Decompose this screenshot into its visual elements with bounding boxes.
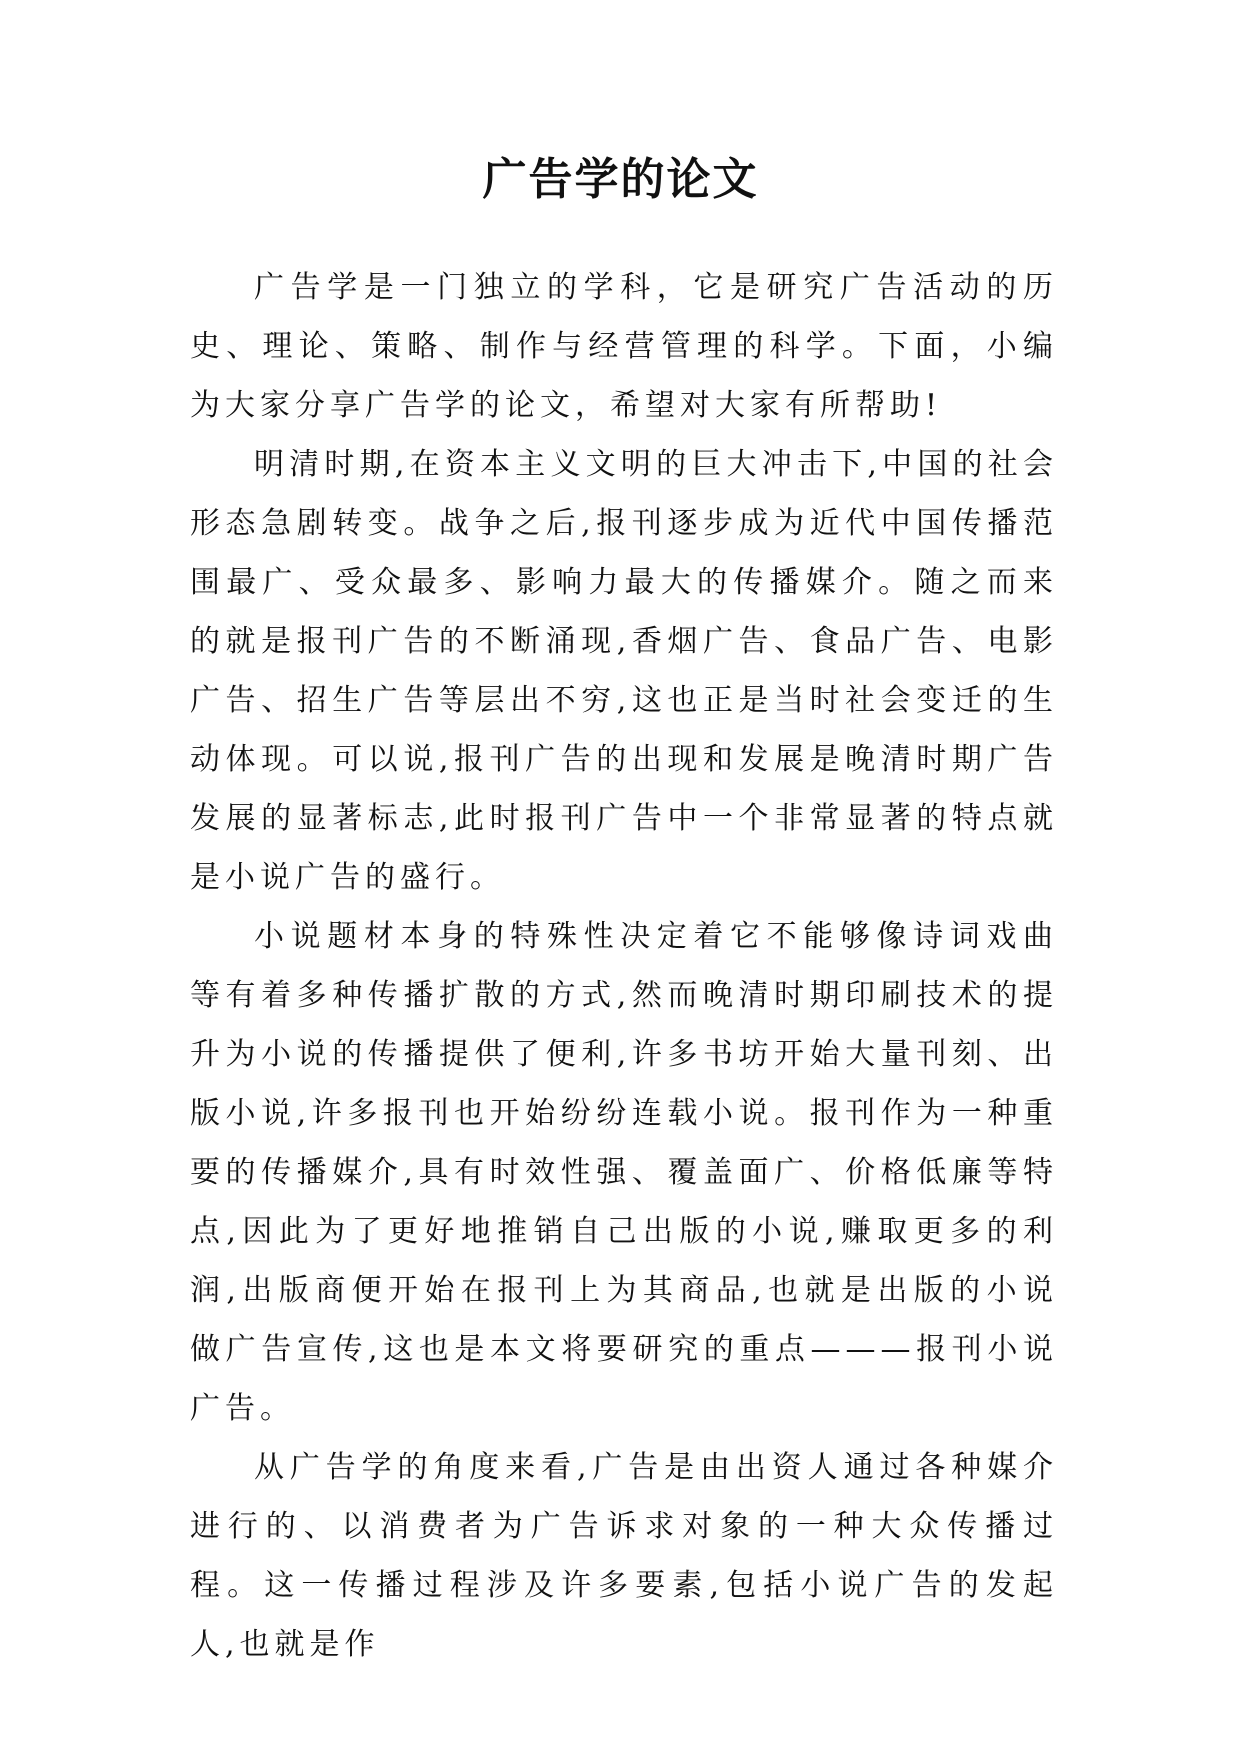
paragraph-novel-themes: 小说题材本身的特殊性决定着它不能够像诗词戏曲等有着多种传播扩散的方式,然而晚清时期印刷技术的提升为小说的传播提供了便利,许多书坊开始大量刊刻、出版小说,许多报刊也开始纷纷连载小说。报刊作为一种重要的传播媒介,具有时效性强、覆盖面广、价格低廉等特点,因此为了更好地推销自己出版的小说,赚取更多的利润,出版商便开始在报刊上为其商品,也就是出版的小说做广告宣传,这也是本文将要研究的重点———报刊小说广告。 (190, 919, 1058, 1426)
document-title: 广告学的论文 (482, 154, 759, 205)
paragraph-intro: 广告学是一门独立的学科，它是研究广告活动的历史、理论、策略、制作与经营管理的科学。下面，小编为大家分享广告学的论文，希望对大家有所帮助! (190, 270, 1058, 423)
document-body (190, 258, 1058, 1674)
paragraph-ming-qing: 明清时期,在资本主义文明的巨大冲击下,中国的社会形态急剧转变。战争之后,报刊逐步成为近代中国传播范围最广、受众最多、影响力最大的传播媒介。随之而来的就是报刊广告的不断涌现,香烟广告、食品广告、电影广告、招生广告等层出不穷,这也正是当时社会变迁的生动体现。可以说,报刊广告的出现和发展是晚清时期广告发展的显著标志,此时报刊广告中一个非常显著的特点就是小说广告的盛行。 (190, 447, 1058, 895)
paragraph-advertising-perspective: 从广告学的角度来看,广告是由出资人通过各种媒介进行的、以消费者为广告诉求对象的一种大众传播过程。这一传播过程涉及许多要素,包括小说广告的发起人,也就是作 (190, 1450, 1058, 1662)
